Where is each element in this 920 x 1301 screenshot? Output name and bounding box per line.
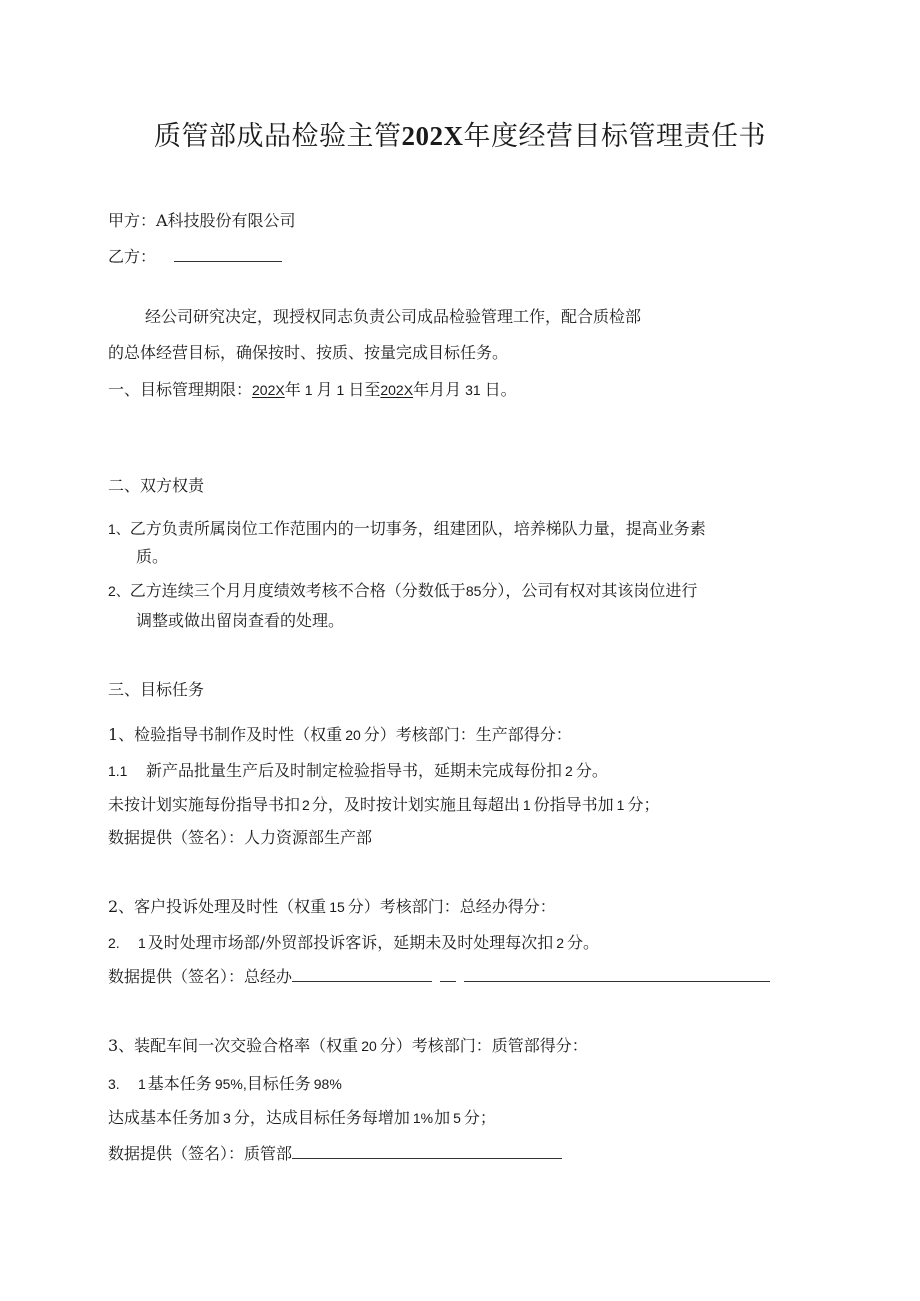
party-a: 甲方：A科技股份有限公司 xyxy=(108,211,296,230)
title-year: 202X xyxy=(401,121,464,151)
title-suffix: 年度经营目标管理责任书 xyxy=(463,121,766,152)
period-label: 一、目标管理期限： xyxy=(108,380,253,399)
task-1-heading-text: 1、检验指导书制作及时性（权重 xyxy=(108,725,343,744)
task-3-data-provider xyxy=(108,1143,562,1165)
rights-item-2-line-2: 调整或做出留岗查看的处理。 xyxy=(136,611,345,630)
task-2-subitem xyxy=(108,932,599,954)
task-2-heading xyxy=(108,896,556,918)
task-1-rule-text: 分； xyxy=(627,795,660,814)
task-1-subitem-value: 2 xyxy=(565,763,573,779)
period-start-month: 1 xyxy=(304,382,313,398)
task-2-data-provider xyxy=(108,966,770,988)
period-start-year: 202X xyxy=(252,382,285,398)
task-1-rule-value: 1 xyxy=(616,797,625,813)
task-3-data-provider-text: 数据提供（签名）：质管部 xyxy=(108,1144,293,1163)
task-2-weight: 15 xyxy=(329,899,345,915)
task-2-subitem-text: 分。 xyxy=(567,933,600,952)
task-3-rule-value: 1% xyxy=(412,1110,434,1126)
task-2-subitem-value: 2 xyxy=(556,935,564,951)
task-2-subitem-number: 2. xyxy=(108,935,120,951)
task-3-heading-text: 3、装配车间一次交验合格率（权重 xyxy=(108,1036,359,1055)
task-2-subitem-number-part: 1 xyxy=(138,935,146,951)
intro-line-1: 经公司研究决定，现授权同志负责公司成品检验管理工作，配合质检部 xyxy=(145,307,642,326)
signature-blank xyxy=(292,967,432,982)
rights-item-2-line-1 xyxy=(108,580,697,602)
task-1-subitem-text: 分。 xyxy=(575,761,608,780)
period-text: 年月月 xyxy=(413,380,462,399)
period-start-day: 1 xyxy=(336,382,345,398)
party-b-blank xyxy=(174,247,282,262)
rights-item-2-text: 分），公司有权对其该岗位进行 xyxy=(481,581,698,600)
period-text: 年 xyxy=(284,380,301,399)
task-3-rule-text: 分； xyxy=(463,1108,496,1127)
task-3-rule-text: 加 xyxy=(434,1108,451,1127)
task-3-rule-text: 分，达成目标任务每增加 xyxy=(233,1108,410,1127)
task-3-subitem xyxy=(108,1073,342,1095)
task-1-subitem-text: 新产品批量生产后及时制定检验指导书，延期未完成每份扣 xyxy=(146,761,563,780)
signature-blank xyxy=(464,967,770,982)
rights-item-2-number: 2、 xyxy=(108,583,130,599)
task-3-goal-target: 98% xyxy=(313,1076,342,1092)
task-3-basic-target: 95%, xyxy=(214,1076,247,1092)
task-2-heading-text: 分）考核部门：总经办得分： xyxy=(347,897,556,916)
task-3-weight: 20 xyxy=(361,1038,377,1054)
task-3-rule-value: 5 xyxy=(453,1110,461,1126)
period-end-year: 202X xyxy=(380,382,414,398)
section2-heading: 二、双方权责 xyxy=(108,476,205,495)
task-3-subitem-number-part: 1 xyxy=(138,1076,146,1092)
rights-item-1-number: 1、 xyxy=(108,521,130,537)
task-1-subitem xyxy=(108,760,608,782)
rights-item-1-line-1 xyxy=(108,518,706,540)
title-prefix: 质管部成品检验主管 xyxy=(154,121,402,152)
period-text: 日。 xyxy=(484,380,517,399)
period-text: 日至 xyxy=(348,380,381,399)
party-b-label: 乙方： xyxy=(108,247,157,266)
rights-item-2-score: 85 xyxy=(465,583,482,599)
signature-blank xyxy=(440,967,456,982)
signature-blank xyxy=(292,1144,562,1159)
document-title xyxy=(0,118,920,155)
task-1-rule-value: 2 xyxy=(302,797,310,813)
task-3-subitem-text: 基本任务 xyxy=(147,1074,212,1093)
task-2-heading-text: 2、客户投诉处理及时性（权重 xyxy=(108,897,327,916)
rights-item-1-text: 乙方负责所属岗位工作范围内的一切事务，组建团队，培养梯队力量，提高业务素 xyxy=(129,519,706,538)
task-3-heading-text: 分）考核部门：质管部得分： xyxy=(379,1036,588,1055)
task-3-subitem-number: 3. xyxy=(108,1076,120,1092)
task-1-heading-text: 分）考核部门：生产部得分： xyxy=(363,725,572,744)
task-1-rule-text: 分，及时按计划实施且每超出 xyxy=(311,795,520,814)
task-1-rule xyxy=(108,794,659,816)
period-end-day: 31 xyxy=(465,382,481,398)
task-1-weight: 20 xyxy=(345,727,361,743)
task-1-rule-value: 1 xyxy=(522,797,531,813)
period-text: 月 xyxy=(316,380,333,399)
task-1-subitem-number: 1.1 xyxy=(108,763,128,779)
party-b xyxy=(108,246,282,268)
rights-item-1-line-2: 质。 xyxy=(136,547,169,566)
intro-line-2: 的总体经营目标，确保按时、按质、按量完成目标任务。 xyxy=(108,343,509,362)
task-1-rule-text: 份指导书加 xyxy=(533,795,614,814)
task-3-heading xyxy=(108,1035,588,1057)
task-1-rule-text: 未按计划实施每份指导书扣 xyxy=(108,795,301,814)
task-1-data-provider: 数据提供（签名）：人力资源部生产部 xyxy=(108,828,373,847)
task-1-heading xyxy=(108,724,572,746)
task-3-rule-text: 达成基本任务加 xyxy=(108,1108,221,1127)
rights-item-2-text: 乙方连续三个月月度绩效考核不合格（分数低于 xyxy=(129,581,466,600)
task-3-rule xyxy=(108,1107,496,1129)
task-3-subitem-text: 目标任务 xyxy=(246,1074,311,1093)
task-3-rule-value: 3 xyxy=(223,1110,231,1126)
section3-heading: 三、目标任务 xyxy=(108,680,205,699)
task-2-data-provider-text: 数据提供（签名）：总经办 xyxy=(108,967,293,986)
task-2-subitem-text: 及时处理市场部/外贸部投诉客诉，延期未及时处理每次扣 xyxy=(147,933,554,952)
target-period xyxy=(108,379,517,401)
